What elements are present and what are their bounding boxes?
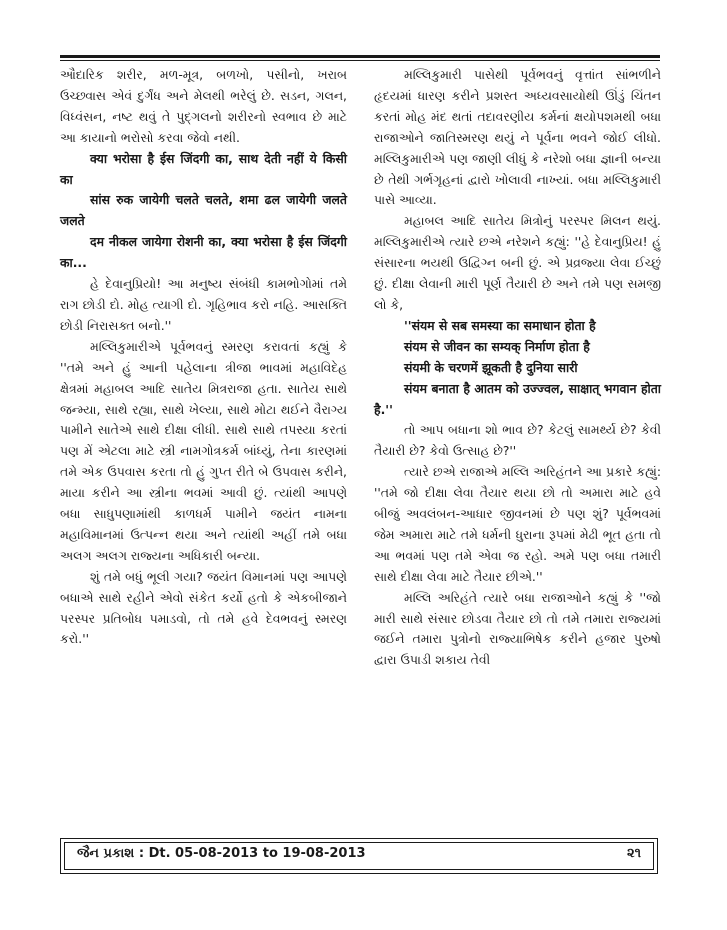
right-column [374, 65, 661, 671]
paragraph: તો આપ બધાના શો ભાવ છે? કેટલું સામર્થ્ય છે? કેવી તૈયારી છે? કેવો ઉત્સાહ છે?'' [374, 422, 661, 459]
header-rule-thick [60, 55, 660, 58]
paragraph: संयमी के चरणमें झूकती है दुनिया सारी [404, 359, 578, 375]
paragraph: संयम से जीवन का सम्यक् निर्माण होता है [404, 338, 590, 354]
paragraph: મલ્લિકુમારી પાસેથી પૂર્વભવનું વૃત્તાંત સાંભળીને હૃદયમાં ધારણ કરીને પ્રશસ્ત અધ્યવસાયોથી ઊંડું ચિંતન કરતાં મોહ મંદ થતાં તદાવરણીય કર્મનાં ક્ષયોપશમથી બધા રાજાઓને જાતિસ્મરણ થયું ને પૂર્વના ભવને જોઈ લીધો. મલ્લિકુમારીએ પણ જાણી લીધું કે નરેશો બધા જ્ઞાની બન્યા છે તેથી ગર્ભગૃહનાં દ્વારો ખોલાવી નાખ્યાં. બધા મલ્લિકુમારી પાસે આવ્યા. [374, 67, 661, 208]
paragraph: दम नीकल जायेगा रोशनी का, क्या भरोसा है ईस जिंदगी का... [60, 234, 347, 271]
paragraph: શું તમે બધું ભૂલી ગયા? જયંત વિમાનમાં પણ આપણે બધાએ સાથે રહીને એવો સંકેત કર્યો હતો કે એકબીજાને પરસ્પર પ્રતિબોધ પમાડવો, તો તમે હવે દેવભવનું સ્મરણ કરો.'' [60, 568, 347, 647]
paragraph: ઔદારિક શરીર, મળ-મૂત્ર, બળખો, પસીનો, ખરાબ ઉચ્છ્વાસ એવં દુર્ગંધ અને મેલથી ભરેલું છે. સડન, ગલન, વિધ્વંસન, નષ્ટ થવું તે પુદ્ગલનો શરીરનો સ્વભાવ છે માટે આ કાયાનો ભરોસો કરવા જેવો નથી. [60, 67, 347, 145]
paragraph: ત્યારે છએ રાજાએ મલ્લિ અરિહંતને આ પ્રકારે કહ્યું: ''તમે જો દીક્ષા લેવા તૈયાર થયા છો તો અમારા માટે હવે બીજું અવલંબન-આધાર જીવનમાં છે પણ શું? પૂર્વભવમાં જેમ અમારા માટે તમે ધર્મની ધુરાના રૂપમાં મેઢી ભૂત હતા તો આ ભવમાં પણ તમે એવા જ રહો. અમે પણ બધા તમારી સાથે દીક્ષા લેવા માટે તૈયાર છીએ.'' [374, 464, 661, 584]
paragraph: सांस रुक जायेगी चलते चलते, शमा ढल जायेगी जलते जलते [60, 192, 347, 229]
footer [60, 838, 658, 874]
page-number: ૨૧ [626, 846, 641, 861]
footer-publication: જૈન પ્રકાશ : Dt. 05-08-2013 to 19-08-2013 [77, 846, 366, 861]
paragraph: क्या भरोसा है ईस जिंदगी का, साथ देती नहीं ये किसी का [60, 150, 347, 187]
paragraph: હે દેવાનુપ્રિયો! આ મનુષ્ય સંબંધી કામભોગોમાં તમે રાગ છોડી દો. મોહ ત્યાગી દો. ગૃહિભાવ કરો નહિ. આસક્તિ છોડી નિરાસક્ત બનો.'' [60, 276, 347, 333]
paragraph: મહાબલ આદિ સાતેય મિત્રોનું પરસ્પર મિલન થયું. મલ્લિકુમારીએ ત્યારે છએ નરેશને કહ્યું: ''હે દેવાનુપ્રિય! હું સંસારના ભયથી ઉદ્વિગ્ન બની છું. એ પ્રવ્રજ્યા લેવા ઈચ્છું છું. દીક્ષા લેવાની મારી પૂર્ણ તૈયારી છે અને તમે પણ સમજી લો કે, [374, 213, 661, 312]
left-column [60, 65, 347, 650]
paragraph: મલ્લિકુમારીએ પૂર્વભવનું સ્મરણ કરાવતાં કહ્યું કે ''તમે અને હું આની પહેલાના ત્રીજા ભાવમાં મહાવિદેહ ક્ષેત્રમાં મહાબલ આદિ સાતેય મિત્રરાજા હતા. સાતેય સાથે જન્મ્યા, સાથે રહ્યા, સાથે ખેલ્યા, સાથે મોટા થઈને વૈરાગ્ય પામીને સાતેએ સાથે દીક્ષા લીધી. સાથે સાથે તપસ્યા કરતાં પણ મેં એટલા માટે સ્ત્રી નામગોત્રકર્મ બાંધ્યું, તેના કારણમાં તમે એક ઉપવાસ કરતા તો હું ગુપ્ત રીતે બે ઉપવાસ કરીને, માયા કરીને આ સ્ત્રીના ભવમાં આવી છું. ત્યાંથી આપણે બધા સાધુપણામાંથી કાળધર્મ પામીને જયંત નામના મહાવિમાનમાં ઉત્પન્ન થયા અને ત્યાંથી અહીં તમે બધા અલગ અલગ રાજ્યના અધિકારી બન્યા. [60, 338, 347, 563]
header-rule-thin [60, 60, 660, 61]
paragraph: મલ્લિ અરિહંતે ત્યારે બધા રાજાઓને કહ્યું કે ''જો મારી સાથે સંસાર છોડવા તૈયાર છો તો તમે તમારા રાજ્યમાં જઈને તમારા પુત્રોનો રાજ્યાભિષેક કરીને હજાર પુરુષો દ્વારા ઉપાડી શકાય તેવી [374, 589, 661, 668]
paragraph: संयम बनाता है आतम को उज्ज्वल, साक्षात् भगवान होता है.'' [374, 380, 661, 417]
paragraph: ''संयम से सब समस्या का समाधान होता है [404, 317, 596, 333]
